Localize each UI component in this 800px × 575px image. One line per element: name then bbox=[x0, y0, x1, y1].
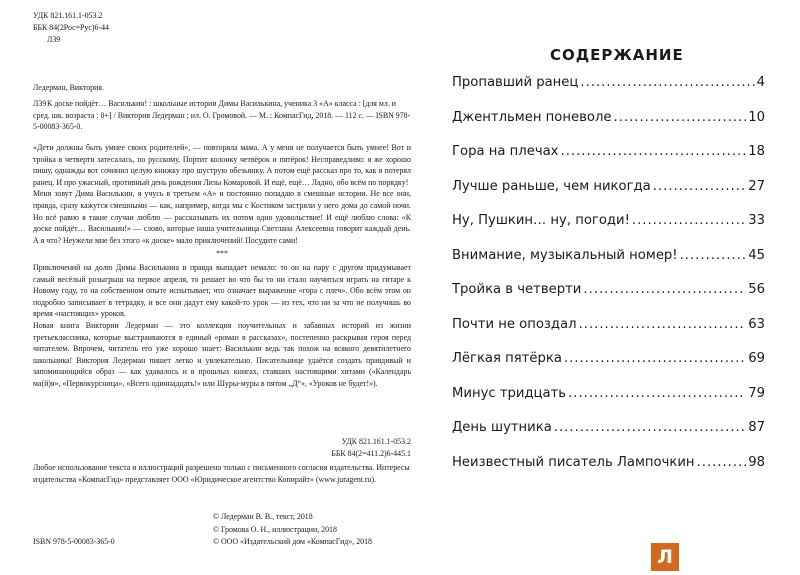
toc-entry-title: Пропавший ранец bbox=[452, 75, 579, 90]
dot-leader bbox=[561, 144, 747, 159]
toc-entry bbox=[452, 420, 765, 455]
dot-leader bbox=[680, 248, 747, 263]
isbn: ISBN 978-5-00083-365-0 bbox=[33, 537, 115, 546]
dot-leader bbox=[580, 75, 754, 90]
toc-entry bbox=[452, 144, 765, 179]
toc-entry-page: 27 bbox=[748, 178, 765, 194]
dot-leader bbox=[564, 351, 746, 366]
toc-entry-title: Внимание, музыкальный номер! bbox=[452, 247, 678, 263]
copyright-text: © Ледерман В. В., текст, 2018 bbox=[213, 512, 313, 521]
author-heading: Ледерман, Виктория. bbox=[33, 83, 104, 92]
copyright-block bbox=[213, 511, 372, 549]
toc-entry bbox=[452, 75, 765, 110]
toc-title: СОДЕРЖАНИЕ bbox=[550, 46, 684, 64]
toc-entry-title: Неизвестный писатель Лампочкин bbox=[452, 454, 695, 470]
section-separator: *** bbox=[216, 249, 228, 259]
dot-leader bbox=[568, 386, 746, 401]
toc-entry bbox=[452, 455, 765, 490]
toc-entry bbox=[452, 282, 765, 317]
copyright-illustrations: © Громова О. Н., иллюстрации, 2018 bbox=[213, 524, 337, 534]
toc-entry-page: 56 bbox=[748, 282, 765, 297]
toc-entry-title: Ну, Пушкин… ну, погоди! bbox=[452, 213, 630, 228]
dot-leader bbox=[632, 213, 746, 228]
dot-leader bbox=[554, 420, 746, 435]
abstract-paragraph: «Дети должны быть умнее своих родителей», — повторяла мама. А у меня не получается быть умнее! Вот и тройка в четверти затесалась, по русскому. Портит колонку четвёрок и пятёрок! Несправедливо: я же хорошо пишу, однажды вот сочинил целую книжку про шуструю обезьянку. А потом ещё рассказ про то, как я потерял ранец. И про ужасный, противный день рождения Лизы Комаровой. И ещё, ещё… Ладно, обо всём по порядку! bbox=[33, 143, 411, 187]
toc-entry-title: День шутника bbox=[452, 420, 552, 435]
copyright-publisher: © ООО «Издательский дом «КомпасГид», 2018 bbox=[213, 537, 372, 546]
toc-entry bbox=[452, 179, 765, 214]
dot-leader bbox=[697, 455, 747, 470]
abstract-paragraph: Приключений на долю Димы Василькина и правда выпадает немало: то он на пару с другом придумывает самый весёлый розыгрыш на первое апреля, то решает во что бы то ни стало научиться играть на гитаре к Новому году, то на собственном опыте испытывает, что означает выражение «гора с плеч». Обо всём этом он подробно записывает в тетрадку, и все они дадут ему какой-то урок — из тех, что ни за что не получишь во время «настоящих» уроков. bbox=[33, 262, 411, 319]
abstract bbox=[33, 142, 411, 389]
rights-notice: Любое использование текста и иллюстраций разрешено только с письменного согласия издательства. Интересы издательства «КомпасГид» представляет ООО «Юридическое агентство Копирайт» (www.juragent.ru). bbox=[33, 463, 410, 484]
toc-entry bbox=[452, 317, 765, 352]
bottom-classification-codes bbox=[331, 436, 411, 460]
toc-entry bbox=[452, 351, 765, 386]
toc-entry-title: Гора на плечах bbox=[452, 144, 559, 159]
toc-entry-page: 63 bbox=[748, 316, 765, 332]
dot-leader bbox=[653, 179, 747, 194]
toc-entry-page: 45 bbox=[748, 247, 765, 263]
bbk-code-2: ББК 84(2=411.2)6-445.1 bbox=[331, 449, 411, 458]
toc-entry-page: 98 bbox=[748, 454, 765, 470]
toc-entry-page: 10 bbox=[748, 109, 765, 125]
bibliographic-record: К доске пойдёт… Василькин! : школьные истории Димы Василькина, ученика 3 «А» класса : [для мл. и сред. шк. возраста : 0+] / Виктория Ледерман ; ил. О. Громовой. — М. : КомпасГид, 2018. — 112 с. — ISBN 978-5-00083-365-0. bbox=[33, 99, 411, 132]
dot-leader bbox=[614, 110, 747, 125]
toc-entry bbox=[452, 110, 765, 145]
toc-entry bbox=[452, 248, 765, 283]
toc-entry bbox=[452, 213, 765, 248]
toc-entry-title: Тройка в четверти bbox=[452, 282, 582, 297]
toc-entry-page: 33 bbox=[748, 213, 765, 228]
author-sign: Л39 bbox=[47, 35, 61, 44]
toc-entry-page: 69 bbox=[748, 351, 765, 366]
toc-entry bbox=[452, 386, 765, 421]
toc-entry-title: Лёгкая пятёрка bbox=[452, 351, 562, 366]
abstract-paragraph: Новая книга Виктории Ледерман — это коллекция поучительных и забавных историй из жизни третьеклассника, которые выстраиваются в единый «роман в рассказах», постепенно раскрывая героя перед читателем. Впрочем, читатель его уже хорошо знает: Василькин ведь так похож на всякого девятилетнего школьника! Виктория Ледерман пишет легко и увлекательно. Писательнице удаётся создать правдивый и запоминающийся образ — как удавалось и в прошлых книгах, ставших настоящими хитами («Календарь ма(й)я», «Первокурсница», «Всего одиннадцать!» или Шуры-муры в пятом „Д“», «Уроков не будет!»). bbox=[33, 320, 411, 388]
table-of-contents bbox=[452, 75, 765, 489]
toc-entry-title: Лучше раньше, чем никогда bbox=[452, 178, 651, 194]
toc-entry-page: 87 bbox=[748, 420, 765, 435]
toc-entry-title: Джентльмен поневоле bbox=[452, 109, 612, 125]
toc-entry-title: Минус тридцать bbox=[452, 385, 567, 401]
abstract-paragraph: Меня зовут Дима Василькин, я учусь в третьем «А» и постоянно попадаю в смешные истории. Не все они, правда, сразу кажутся смешными — как, например, когда мы с Костиком застряли у него дома до самой ночи. Но всё равно я такие случаи люблю — рассказывать их потом одно удовольствие! И ещё люблю слова: «К доске пойдёт… Василькин!» — слово, которые наша учительница Светлана Алексеевна говорит каждый день. А я что? Неужели мне без этого «к доске» мало приключений! Посудите сами! bbox=[33, 189, 411, 245]
toc-entry-page: 18 bbox=[748, 144, 765, 159]
toc-entry-page: 4 bbox=[756, 75, 765, 90]
dot-leader bbox=[583, 282, 746, 297]
toc-entry-page: 79 bbox=[748, 385, 765, 401]
toc-entry-title: Почти не опоздал bbox=[452, 316, 577, 332]
publisher-logo-icon: Л bbox=[651, 543, 679, 571]
bib-author-sign: Л39 bbox=[33, 99, 47, 108]
bbk-code: ББК 84(2Рос=Рус)6-44 bbox=[33, 23, 109, 32]
dot-leader bbox=[579, 317, 747, 332]
classification-codes bbox=[33, 10, 109, 46]
udk-code: УДК 821.161.1-053.2 bbox=[33, 11, 103, 20]
udk-code-2: УДК 821.161.1-053.2 bbox=[341, 437, 411, 446]
